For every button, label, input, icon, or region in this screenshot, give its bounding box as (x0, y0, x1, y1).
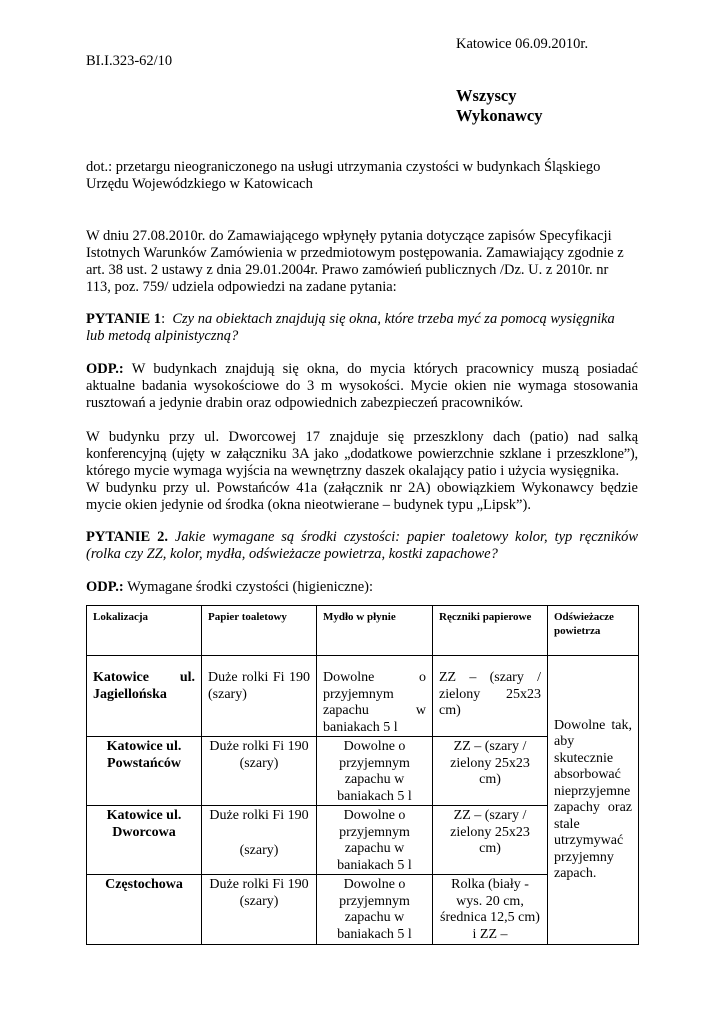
cell-toilet-paper (202, 806, 317, 875)
cell-location: Katowice ul. Jagiellońska (87, 656, 202, 737)
header-location: Lokalizacja (87, 606, 202, 656)
header-paper-towels: Ręczniki papierowe (433, 606, 548, 656)
cell-toilet-paper: Duże rolki Fi 190 (szary) (202, 737, 317, 806)
cell-location: Katowice ul. Powstańców (87, 737, 202, 806)
cell-liquid-soap: Dowolne o przyjemnym zapachu w baniakach 5 l (317, 875, 433, 945)
subject-line-2: Urzędu Wojewódzkiego w Katowicach (86, 176, 313, 192)
answer-2 (86, 579, 373, 596)
intro-line-3: art. 38 ust. 2 ustawy z dnia 29.01.2004r. Prawo zamówień publicznych /Dz. U. z 2010r. nr (86, 262, 609, 278)
cell-toilet-paper-color: (szary) (239, 842, 279, 858)
cell-toilet-paper: Duże rolki Fi 190 (szary) (202, 875, 317, 945)
cell-toilet-paper: Duże rolki Fi 190 (szary) (202, 656, 317, 737)
question-2 (86, 529, 638, 546)
document-date: Katowice 06.09.2010r. (456, 36, 589, 52)
answer-1b-line-3: którego mycie wymaga wyjścia na wewnętrzny daszek okalający patio i użycia wysięgnika. (86, 463, 620, 479)
hygiene-supplies-table (86, 605, 639, 945)
recipient-line-2: Wykonawcy (456, 106, 543, 125)
answer-1-label: ODP.: (86, 361, 124, 377)
recipient-line-1: Wszyscy (456, 86, 517, 105)
answer-1-line-1 (86, 361, 638, 378)
cell-liquid-soap: Dowolne o przyjemnym zapachu w baniakach 5 l (317, 806, 433, 875)
cell-liquid-soap: Dowolne o przyjemnym zapachu w baniakach 5 l (317, 737, 433, 806)
question-2-label: PYTANIE 2. (86, 529, 168, 545)
question-1-sep: : (161, 311, 173, 327)
question-1-label: PYTANIE 1 (86, 311, 162, 327)
cell-paper-towels: ZZ – (szary / zielony 25x23 cm) (433, 806, 548, 875)
header-air-fresheners: Odświeżacze powietrza (548, 606, 639, 656)
header-toilet-paper: Papier toaletowy (202, 606, 317, 656)
answer-1-line-2: aktualne badania wysokościowe do 3 m wysokości. Mycie okien nie wymaga stosowania (86, 378, 638, 394)
question-1-text-line-2: lub metodą alpinistyczną? (86, 328, 239, 344)
cell-paper-towels: Rolka (biały - wys. 20 cm, średnica 12,5 cm) i ZZ – (433, 875, 548, 945)
cell-liquid-soap: Dowolne o przyjemnym zapachu w baniakach 5 l (317, 656, 433, 737)
answer-1-line-3: rusztowań a jedynie drabin oraz odpowiednich zabezpieczeń pracowników. (86, 395, 524, 411)
answer-2-text: Wymagane środki czystości (higieniczne): (123, 579, 374, 595)
cell-toilet-paper-main: Duże rolki Fi 190 (209, 808, 309, 823)
table-row (87, 656, 639, 737)
table-header-row (87, 606, 639, 656)
subject-line-1: dot.: przetargu nieograniczonego na usługi utrzymania czystości w budynkach Śląskiego (86, 159, 601, 175)
answer-1b-line-1: W budynku przy ul. Dworcowej 17 znajduje się przeszklony dach (patio) nad salką (86, 429, 638, 445)
answer-1b-line-5: mycie okien jedynie od środka (okna nieotwierane – budynek typu „Lipsk”). (86, 497, 531, 513)
question-2-text-line-2: (rolka czy ZZ, kolor, mydła, odświeżacze powietrza, kostki zapachowe? (86, 546, 498, 562)
cell-paper-towels: ZZ – (szary / zielony 25x23 cm) (433, 656, 548, 737)
cell-air-fresheners: Dowolne tak, aby skutecznie absorbować nieprzyjemne zapachy oraz stale utrzymywać przyjemny zapach. (548, 656, 639, 945)
cell-location: Częstochowa (87, 875, 202, 945)
question-1 (86, 311, 638, 328)
answer-2-label: ODP.: (86, 579, 124, 595)
cell-location: Katowice ul. Dworcowa (87, 806, 202, 875)
intro-line-2: Istotnych Warunków Zamówienia w przedmiotowym postępowania. Zamawiający zgodnie z (86, 245, 624, 261)
answer-1-text: W budynkach znajdują się okna, do mycia których pracownicy muszą posiadać (123, 361, 638, 377)
cell-paper-towels: ZZ – (szary / zielony 25x23 cm) (433, 737, 548, 806)
header-liquid-soap: Mydło w płynie (317, 606, 433, 656)
question-2-text: Jakie wymagane są środki czystości: papier toaletowy kolor, typ ręczników (167, 529, 638, 545)
answer-1b-line-4: W budynku przy ul. Powstańców 41a (załącznik nr 2A) obowiązkiem Wykonawcy będzie (86, 480, 638, 496)
question-1-text: Czy na obiektach znajdują się okna, które trzeba myć za pomocą wysięgnika (172, 311, 615, 327)
answer-1b-line-2: konferencyjną (ujęty w załączniku 3A jako „dodatkowe powierzchnie szklane i przeszklone”), (86, 446, 638, 462)
intro-line-1: W dniu 27.08.2010r. do Zamawiającego wpłynęły pytania dotyczące zapisów Specyfikacji (86, 228, 612, 244)
intro-line-4: 113, poz. 759/ udziela odpowiedzi na zadane pytania: (86, 279, 397, 295)
reference-number: BI.I.323-62/10 (86, 53, 173, 69)
